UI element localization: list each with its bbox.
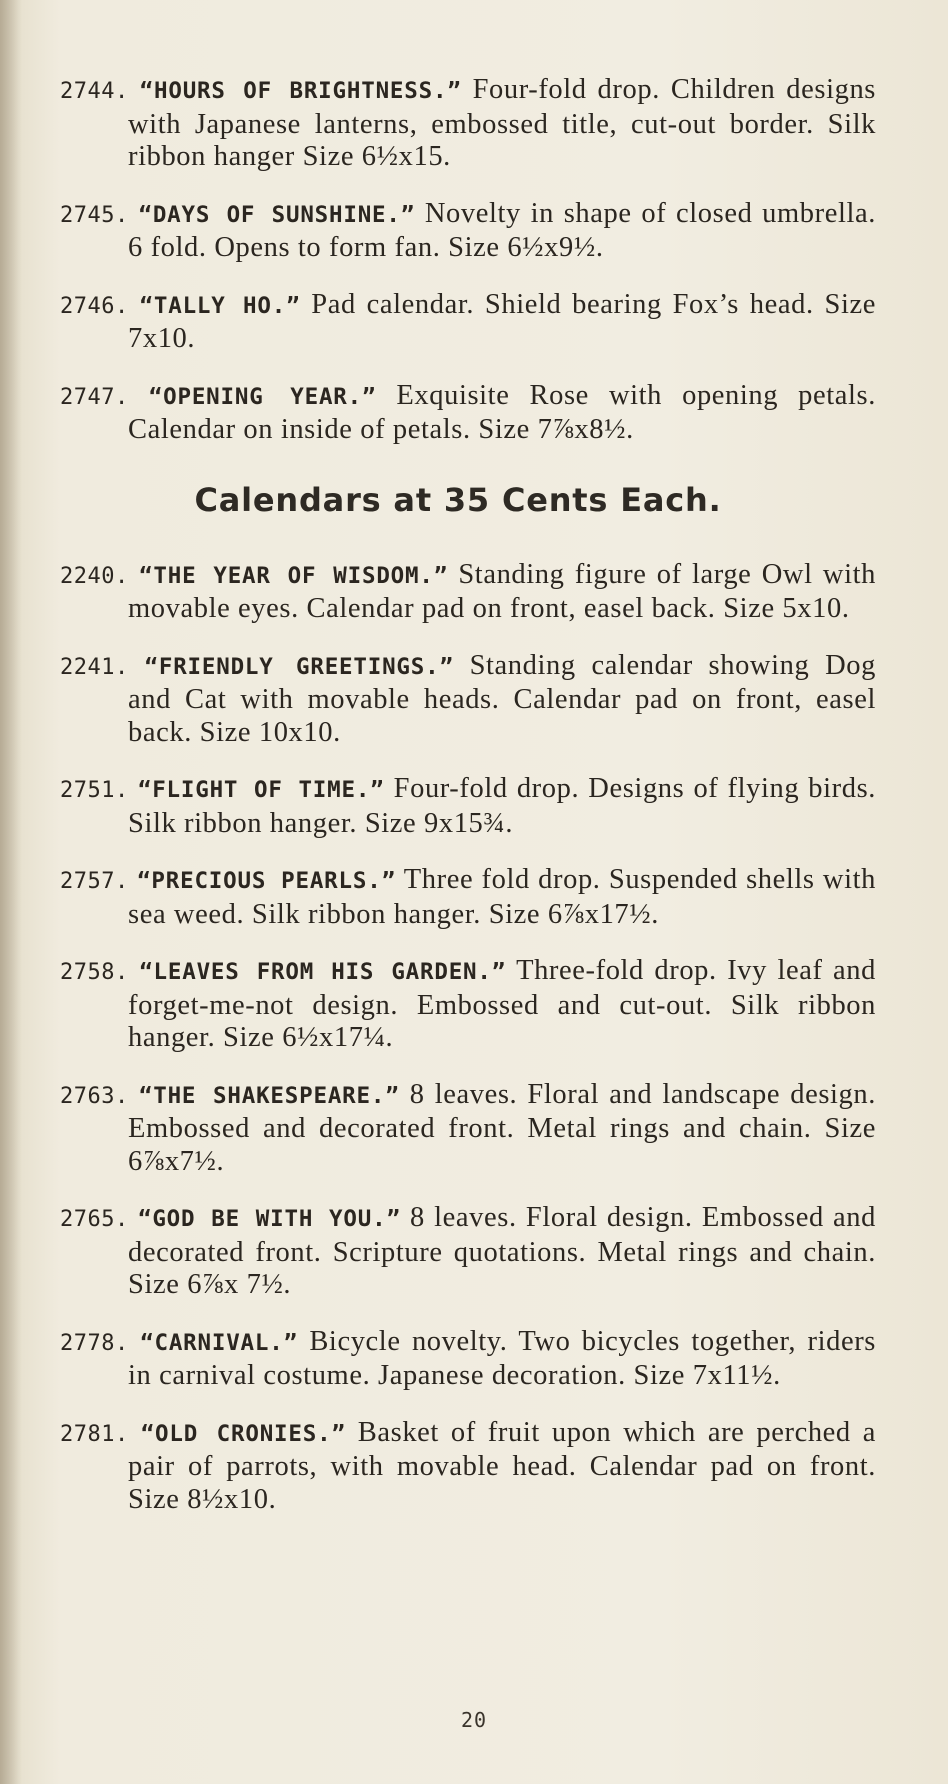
page-number: 20 [460, 1708, 488, 1732]
catalog-entry-2757 [60, 864, 876, 931]
spine-shadow [0, 0, 22, 1784]
catalog-entry-2763 [60, 1079, 876, 1179]
entry-number: 2744. [60, 79, 129, 104]
catalog-entry-2778 [60, 1326, 876, 1393]
entry-number: 2751. [60, 778, 129, 803]
entry-number: 2758. [60, 960, 129, 985]
entry-title: “LEAVES FROM HIS GARDEN.” [139, 959, 507, 985]
catalog-entry-2240 [60, 559, 876, 626]
entry-description: Four-fold drop. Children designs with Japanese lanterns, embossed title, cut-out border. Silk ribbon hanger Size 6½x15. [128, 74, 876, 172]
entry-description: 8 leaves. Floral design. Embossed and decorated front. Scripture quotations. Metal rings and chain. Size 6⅞x 7½. [128, 1202, 876, 1300]
entry-description: Exquisite Rose with opening petals. Calendar on inside of petals. Size 7⅞x8½. [128, 379, 876, 445]
entry-description: Bicycle novelty. Two bicycles together, riders in carnival costume. Japanese decoration. Size 7x11½. [128, 1325, 876, 1391]
page-content [60, 74, 876, 1540]
entry-number: 2778. [60, 1330, 129, 1356]
entry-description: Standing calendar showing Dog and Cat with movable heads. Calendar pad on front, easel back. Size 10x10. [128, 649, 876, 748]
entry-number: 2747. [60, 384, 129, 410]
entry-description: 8 leaves. Floral and landscape design. Embossed and decorated front. Metal rings and chain. Size 6⅞x7½. [128, 1078, 876, 1177]
entry-number: 2765. [60, 1207, 129, 1232]
entry-title: “FLIGHT OF TIME.” [137, 777, 385, 803]
entry-number: 2745. [60, 202, 129, 228]
catalog-entry-2744 [60, 74, 876, 174]
entry-title: “TALLY HO.” [139, 292, 301, 319]
entry-description: Three-fold drop. Ivy leaf and forget-me-not design. Embossed and cut-out. Silk ribbon hanger. Size 6½x17¼. [128, 955, 876, 1053]
entry-number: 2781. [60, 1421, 129, 1447]
entry-number: 2763. [60, 1083, 129, 1109]
catalog-entry-2241 [60, 650, 876, 750]
entry-title: “OPENING YEAR.” [148, 383, 377, 410]
entry-description: Three fold drop. Suspended shells with sea weed. Silk ribbon hanger. Size 6⅞x17½. [128, 864, 877, 930]
entry-title: “FRIENDLY GREETINGS.” [144, 653, 454, 680]
catalog-entry-2781 [60, 1417, 876, 1517]
entry-description: Basket of fruit upon which are perched a pair of parrots, with movable head. Calendar pad on front. Size 8½x10. [128, 1416, 876, 1515]
entry-number: 2240. [60, 563, 129, 589]
catalog-entry-2765 [60, 1202, 876, 1302]
entry-title: “GOD BE WITH YOU.” [137, 1206, 401, 1232]
entry-title: “DAYS OF SUNSHINE.” [138, 201, 416, 228]
catalog-entry-2747 [60, 380, 876, 447]
entry-description: Standing figure of large Owl with movable eyes. Calendar pad on front, easel back. Size 5x10. [128, 558, 876, 624]
catalog-entry-2745 [60, 198, 876, 265]
entry-title: “THE SHAKESPEARE.” [138, 1082, 400, 1109]
section-heading: Calendars at 35 Cents Each. [194, 480, 722, 519]
catalog-entry-2758 [60, 955, 876, 1055]
entry-title: “OLD CRONIES.” [140, 1420, 346, 1447]
catalog-entry-2746 [60, 289, 876, 356]
entry-number: 2757. [60, 869, 129, 894]
entry-description: Pad calendar. Shield bearing Fox’s head. Size 7x10. [128, 288, 876, 354]
entry-number: 2241. [60, 654, 129, 680]
entry-title: “HOURS OF BRIGHTNESS.” [139, 78, 462, 104]
entry-number: 2746. [60, 293, 129, 319]
entry-description: Novelty in shape of closed umbrella. 6 fold. Opens to form fan. Size 6½x9½. [128, 197, 876, 263]
entry-title: “PRECIOUS PEARLS.” [137, 868, 396, 894]
entry-title: “THE YEAR OF WISDOM.” [139, 562, 449, 589]
entry-description: Four-fold drop. Designs of flying birds. Silk ribbon hanger. Size 9x15¾. [128, 773, 877, 839]
entry-title: “CARNIVAL.” [140, 1329, 298, 1356]
catalog-entry-2751 [60, 773, 876, 840]
